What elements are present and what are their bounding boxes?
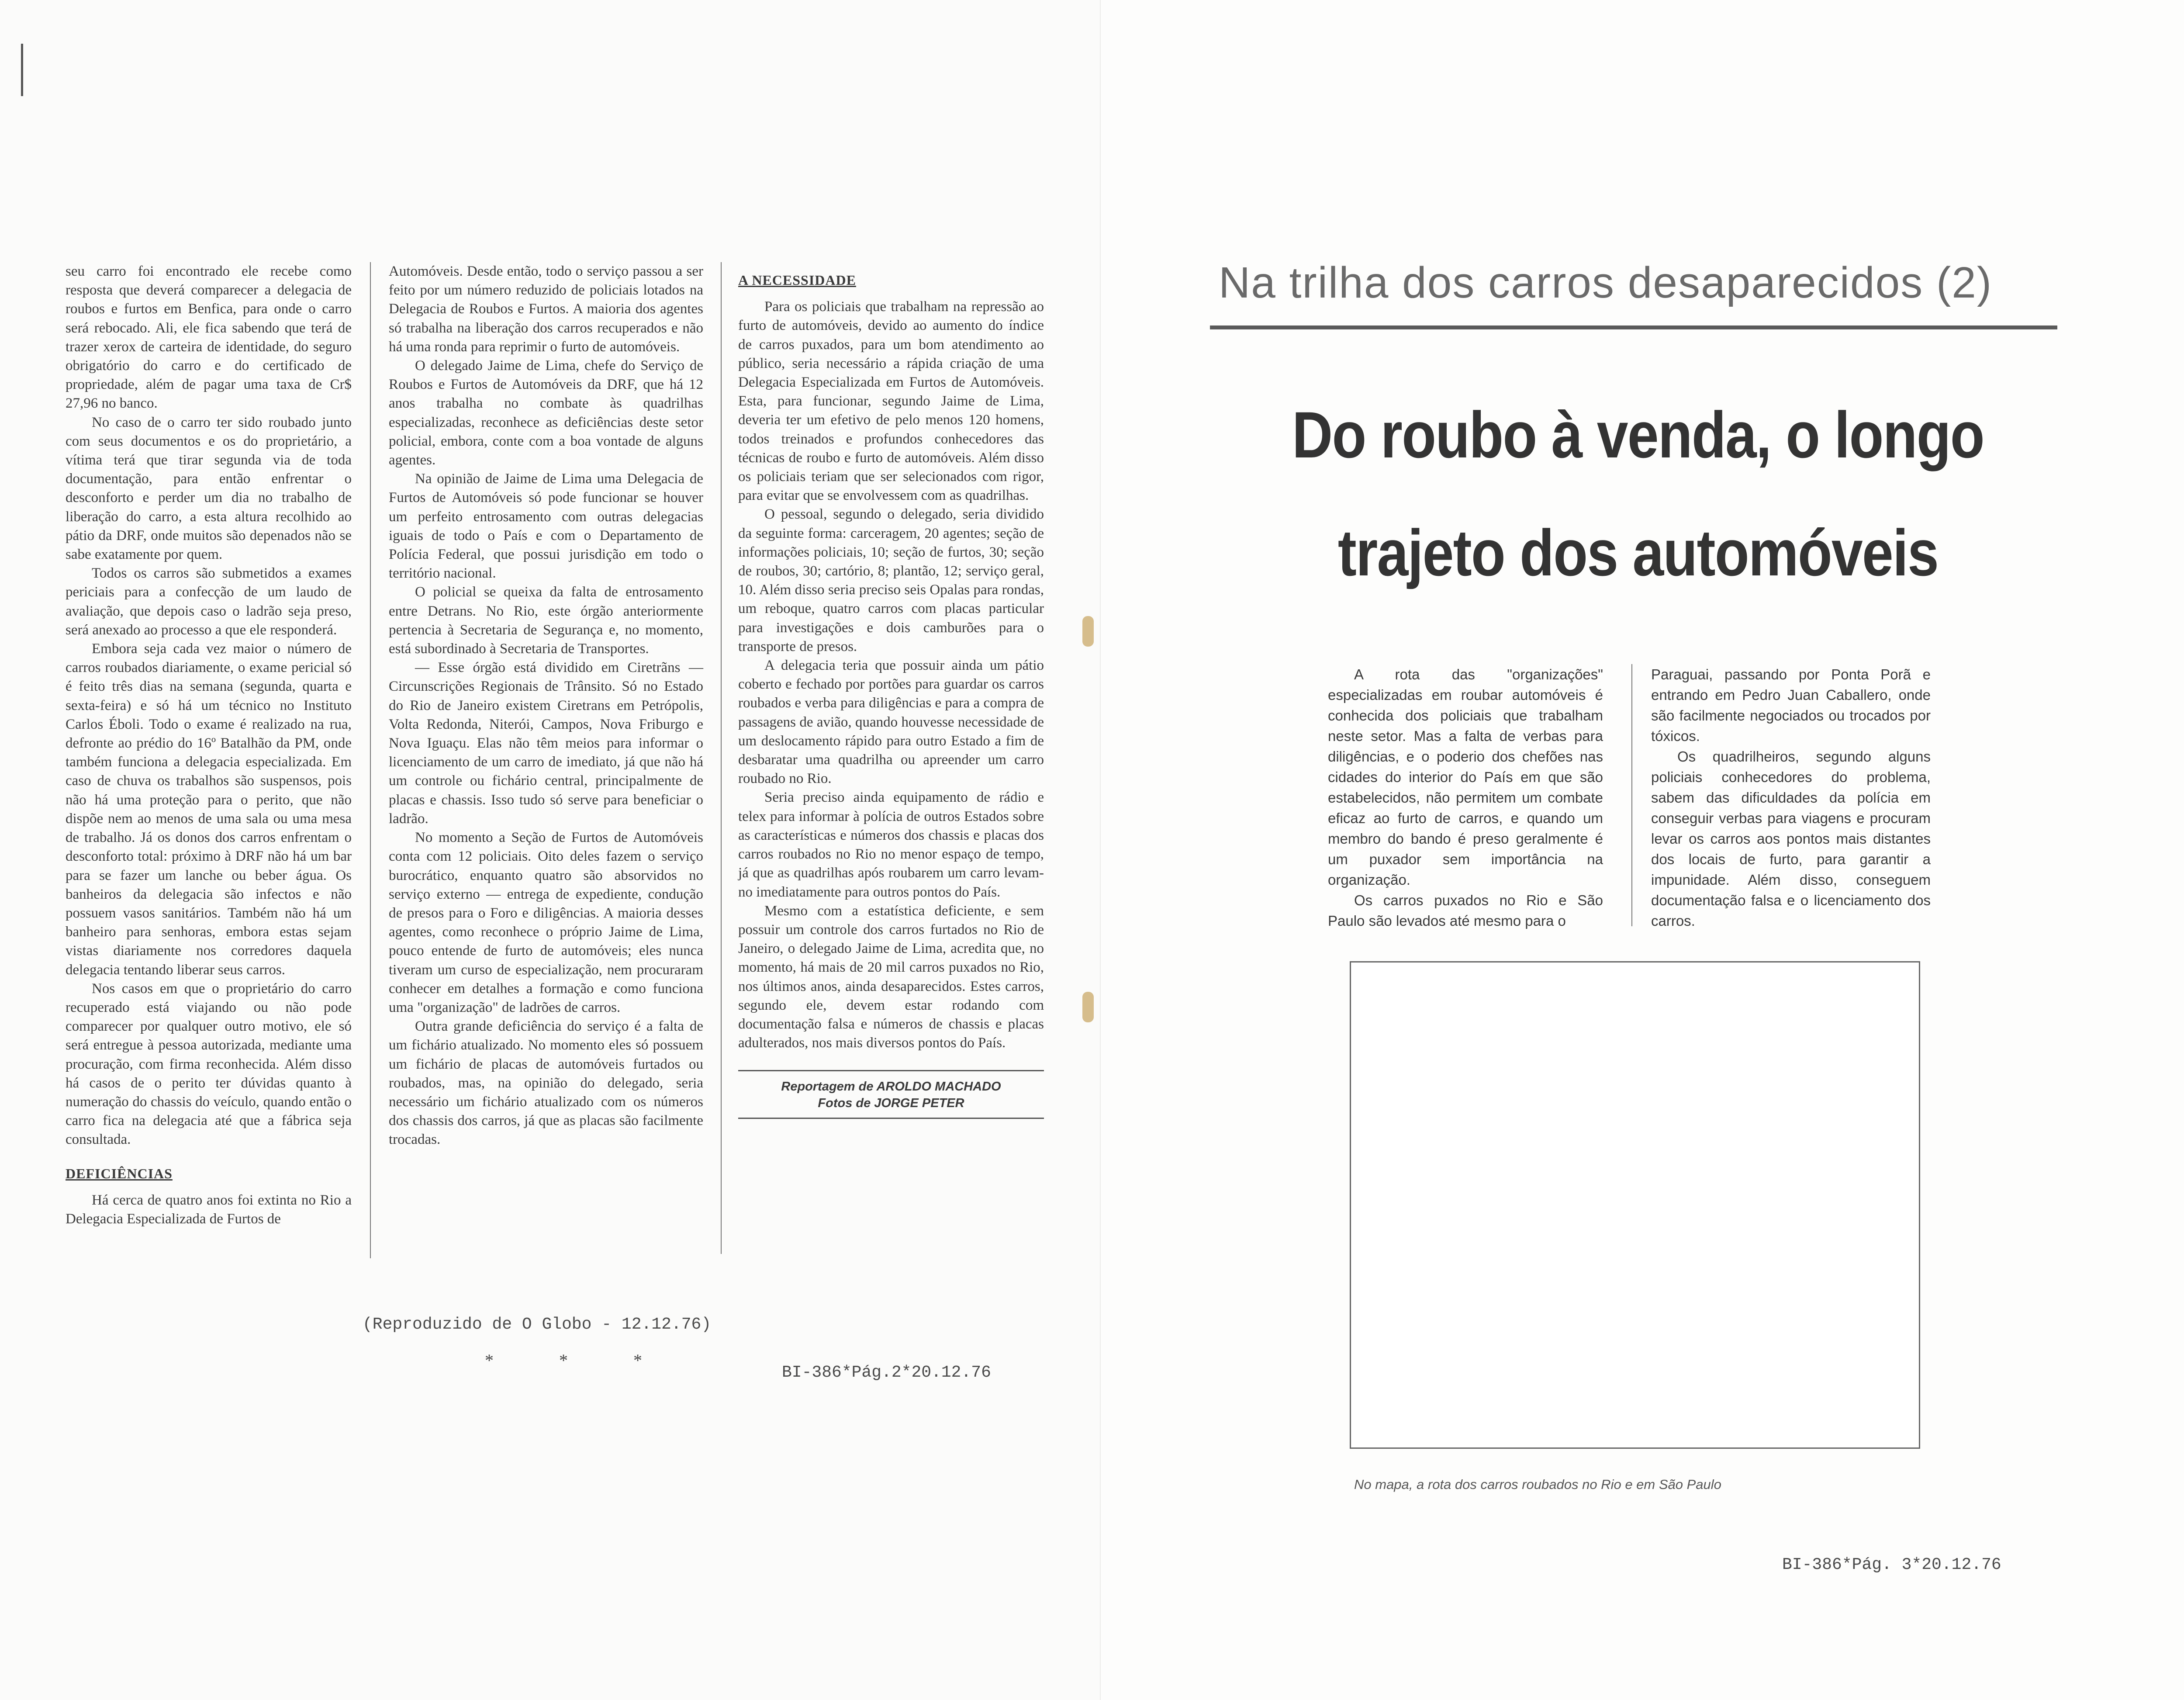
- paragraph: — Esse órgão está dividido em Ciretrãns — Circunscrições Regionais de Trânsito. Só no Estado do Rio de Janeiro existem Ciretrans em Petrópolis, Volta Redonda, Niterói, Campos, Nova Friburgo e Nova Iguaçu. Elas não têm meios para informar o licenciamento de um carro de imediato, já que não há um controle ou fichário central, principalmente de placas e chassis. Isso tudo só serve para beneficiar o ladrão.: [389, 660, 703, 827]
- column-rule: [721, 262, 722, 1254]
- paragraph: Para os policiais que trabalham na repressão ao furto de automóveis, devido ao aumento do índice de carros puxados, para um bom atendimento ao público, seria necessário a rápida criação de uma Delegacia Especializada em Furtos de Automóveis. Esta, para funcionar, segundo Jaime de Lima, deveria ter um efetivo de pelo menos 120 homens, todos treinados e profundos conhecedores das técnicas de roubo e furto de automóveis. Além disso os policiais teriam que ser selecionados com rigor, para evitar que se envolvessem com as quadrilhas.: [738, 299, 1044, 504]
- paragraph: O delegado Jaime de Lima, chefe do Serviço de Roubos e Furtos de Automóveis da DRF, que há 12 anos trabalha no combate às quadrilhas especializadas, reconhece as deficiências deste setor policial, embora, conte com a boa vontade de alguns agentes.: [389, 358, 703, 468]
- paragraph: Na opinião de Jaime de Lima uma Delegacia de Furtos de Automóveis só pode funcionar se houver um perfeito entrosamento com outras delegacias iguais de todo o País e com o Departamento de Polícia Federal, que possui jurisdição em todo o território nacional.: [389, 471, 703, 582]
- paragraph: seu carro foi encontrado ele recebe como resposta que deverá comparecer a delegacia de roubos e furtos em Benfica, para onde o carro será rebocado. Ali, ele fica sabendo que terá de trazer xerox de carteira de identidade, do seguro obrigatório do carro e do certificado de propriedade, além de pagar uma taxa de Cr$ 27,96 no banco.: [66, 263, 352, 412]
- article-column-1: [66, 262, 352, 1229]
- article-column-3: [738, 271, 1044, 1119]
- paragraph: Todos os carros são submetidos a exames periciais para a confecção de um laudo de avaliação, que depois caso o ladrão seja preso, será anexado ao processo a que ele responderá.: [66, 565, 352, 638]
- paragraph: Há cerca de quatro anos foi extinta no Rio a Delegacia Especializada de Furtos de: [66, 1192, 352, 1227]
- column-rule: [1631, 664, 1632, 926]
- lead-column-2: [1651, 664, 1931, 931]
- paragraph: Mesmo com a estatística deficiente, e sem possuir um controle dos carros furtados no Rio de Janeiro, o delegado Jaime de Lima, acredita que, no momento, há mais de 20 mil carros puxados no Rio, nos últimos anos, ainda desaparecidos. Estes carros, segundo ele, devem estar rodando com documentação falsa e números de chassis e placas adulterados, nos mais diversos pontos do País.: [738, 903, 1044, 1051]
- reproduced-note: (Reproduzido de O Globo - 12.12.76): [363, 1315, 712, 1334]
- paragraph: Nos casos em que o proprietário do carro recuperado está viajando ou não pode comparecer por qualquer outro motivo, ele só será entregue à pessoa autorizada, mediante uma procuração, com firma reconhecida. Além disso há casos de o perito ter dúvidas quanto à numeração do chassis do veículo, quando então o carro fica na delegacia até que a fábrica seja consultada.: [66, 980, 352, 1148]
- paragraph: O pessoal, segundo o delegado, seria dividido da seguinte forma: carceragem, 20 agentes; seção de informações policiais, 10; seção de furtos, 30; seção de roubos, 30; cartório, 8; plantão, 12; serviço geral, 10. Além disso seria preciso seis Opalas para rondas, um reboque, quatro carros com placas particular para investigações e dois camburões para o transporte de presos.: [738, 506, 1044, 654]
- paragraph: Os quadrilheiros, segundo alguns policiais conhecedores do problema, sabem das dificuldades da polícia em conseguir verbas para viagens e procuram levar os carros aos pontos mais distantes dos locais de furto, para garantir a impunidade. Além disso, conseguem documentação falsa e o licenciamento dos carros.: [1651, 748, 1931, 929]
- paragraph: A delegacia teria que possuir ainda um pátio coberto e fechado por portões para guardar os carros roubados e verba para diligências e para a compra de passagens de avião, quando houvesse necessidade de um deslocamento rápido para outro Estado a fim de desbaratar uma quadrilha ou apreender um carro roubado no Rio.: [738, 658, 1044, 787]
- title-rule: [1210, 325, 2057, 329]
- map-image: [1350, 961, 1920, 1449]
- byline: [738, 1070, 1044, 1119]
- page-reference-right: BI-386*Pág. 3*20.12.76: [1782, 1555, 2001, 1574]
- article-column-2: [389, 262, 703, 1149]
- map-caption: No mapa, a rota dos carros roubados no Rio e em São Paulo: [1354, 1477, 1721, 1492]
- staple-mark: [1082, 992, 1094, 1022]
- paragraph: Outra grande deficiência do serviço é a falta de um fichário atualizado. No momento eles só possuem um fichário de placas de automóveis furtados ou roubados, mas, na opinião do delegado, seria necessário um fichário atualizado com os números dos chassis dos carros, já que as placas são facilmente trocadas.: [389, 1018, 703, 1148]
- paragraph: Os carros puxados no Rio e São Paulo são levados até mesmo para o: [1328, 892, 1603, 929]
- paragraph: Embora seja cada vez maior o número de carros roubados diariamente, o exame pericial só é feito três dias na semana (segunda, quarta e sexta-feira) e só há um técnico no Instituto Carlos Éboli. Todo o exame é realizado na rua, defronte ao prédio do 16º Batalhão da PM, onde também funciona a delegacia especializada. Em caso de chuva os trabalhos são suspensos, pois não há uma proteção para o perito, que não dispõe nem ao menos de uma sala ou uma mesa de trabalho. Já os donos dos carros enfrentam o desconforto total: próximo à DRF não há um bar para se fazer um lanche ou beber água. Os banheiros da delegacia são infectos e não possuem vasos sanitários. Também não há um banheiro para senhoras, embora estas sejam vistas diariamente nos corredores daquela delegacia tentando liberar seus carros.: [66, 641, 352, 978]
- paragraph: A rota das "organizações" especializadas em roubar automóveis é conhecida dos policiais que trabalham neste setor. Mas a falta de verbas para diligências, e o poderio dos chefões nas cidades do interior do País em que são estabelecidos, não permitem um combate eficaz ao furto de carros, e quando um membro do bando é preso geralmente é um puxador sem importância na organização.: [1328, 666, 1603, 888]
- column-rule: [370, 262, 371, 1258]
- separator-stars: * * *: [485, 1350, 673, 1370]
- byline-reporter: Reportagem de AROLDO MACHADO: [781, 1080, 1001, 1094]
- byline-photos: Fotos de JORGE PETER: [818, 1096, 964, 1111]
- page-reference-left: BI-386*Pág.2*20.12.76: [782, 1363, 991, 1382]
- subhead-a-necessidade: A NECESSIDADE: [738, 272, 856, 288]
- staple-mark: [1082, 616, 1094, 647]
- lead-column-1: [1328, 664, 1603, 931]
- paragraph: O policial se queixa da falta de entrosamento entre Detrans. No Rio, este órgão anteriormente pertencia à Secretaria de Segurança e, no momento, está subordinado à Secretaria de Transportes.: [389, 584, 703, 657]
- paragraph: No caso de o carro ter sido roubado junto com seus documentos e os do proprietário, a vítima terá que tirar segunda via de toda documentação, para então enfrentar o desconforto e perder um dia no trabalho de liberação do carro, a esta altura recolhido ao pátio da DRF, onde muitos são depenados não se sabe exatamente por quem.: [66, 414, 352, 563]
- series-title: Na trilha dos carros desaparecidos (2): [1219, 258, 1993, 307]
- byline-rule: [738, 1118, 1044, 1119]
- paragraph: No momento a Seção de Furtos de Automóveis conta com 12 policiais. Oito deles fazem o serviço burocrático, enquanto quatro são absorvidos no serviço externo — entrega de expediente, condução de presos para o Foro e diligências. A maioria desses agentes, como reconhece o próprio Jaime de Lima, pouco entende de furto de automóveis; eles nunca tiveram um curso de especialização, nem procuraram conhecer em detalhes a formação e como funciona uma "organização" de ladrões de carros.: [389, 830, 703, 1015]
- paragraph: Seria preciso ainda equipamento de rádio e telex para informar à polícia de outros Estados sobre as características e números dos chassis e placas dos carros roubados no Rio no menor espaço de tempo, já que as quadrilhas após roubarem um carro levam-no imediatamente para outros pontos do País.: [738, 789, 1044, 900]
- headline: Do roubo à venda, o longo trajeto dos automóveis: [1292, 398, 1984, 589]
- paragraph: Paraguai, passando por Ponta Porã e entrando em Pedro Juan Caballero, onde são facilmente negociados ou trocados por tóxicos.: [1651, 666, 1931, 744]
- subhead-deficiencias: DEFICIÊNCIAS: [66, 1165, 173, 1181]
- paragraph: Automóveis. Desde então, todo o serviço passou a ser feito por um número reduzido de policiais lotados na Delegacia de Roubos e Furtos. A maioria dos agentes só trabalha na liberação dos carros recuperados e não há uma ronda para reprimir o furto de automóveis.: [389, 263, 703, 355]
- edge-mark: [21, 44, 23, 96]
